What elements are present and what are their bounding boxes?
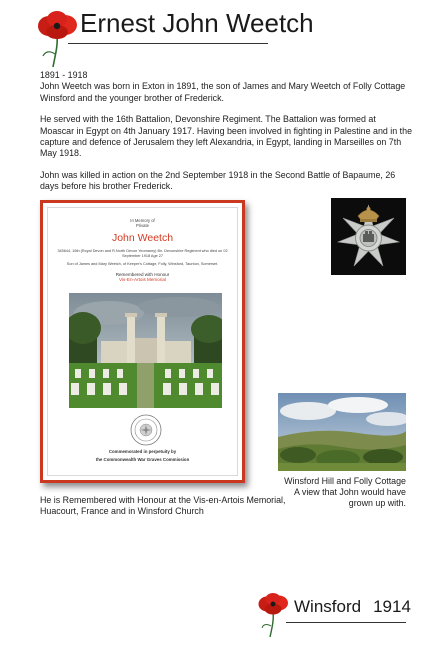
life-dates: 1891 - 1918	[40, 70, 88, 80]
biography-text	[40, 70, 412, 193]
certificate-footer-line2: the Commonwealth War Graves Commission	[95, 457, 190, 462]
title-underline	[68, 43, 268, 44]
certificate-footer	[48, 448, 237, 464]
cwgc-certificate	[40, 200, 245, 483]
memorial-photo	[69, 293, 222, 408]
landscape-caption-line2: A view that John would have grown up with.	[294, 487, 406, 508]
certificate-memorial: Vis-En-Artois Memorial	[119, 276, 166, 282]
footer-label	[294, 597, 411, 617]
footer-place: Winsford	[294, 597, 362, 616]
certificate-rank: Private	[135, 223, 150, 229]
footer-underline	[286, 622, 406, 623]
death-paragraph: John was killed in action on the 2nd September 1918 in the Second Battle of Bapaume, 26 days before his brother Frederick.	[40, 169, 396, 192]
service-paragraph: He served with the 16th Battalion, Devonshire Regiment. The Battalion was formed at Moascar in Egypt on 4th January 1917. Having been involved in fighting in Palestine and in the capture and defence of Jerusalem they left Alexandria, in Egypt, landing in Marseilles on 7th May 1918.	[40, 114, 413, 159]
certificate-remembered: Remembered with Honour	[115, 271, 170, 277]
footer-year: 1914	[373, 597, 411, 616]
cwgc-seal-icon	[130, 414, 162, 446]
landscape-caption-line1: Winsford Hill and Folly Cottage	[284, 476, 406, 486]
certificate-name: John Weetch	[111, 231, 174, 244]
certificate-service-line: 345644, 16th (Royal Devon and R.North Devon Yeomanry) Bn. Devonshire Regiment who died on 02 September 1918 Age 27	[57, 248, 228, 258]
poppy-icon	[256, 592, 290, 638]
poppy-icon	[35, 10, 79, 68]
regimental-badge	[331, 198, 406, 275]
certificate-family-line: Son of James and Mary Weetch, of Keeper's Cottage, Folly, Winsford, Taunton, Somerset.	[66, 261, 219, 266]
certificate-footer-line1: Commemorated in perpetuity by	[108, 449, 177, 454]
memorial-caption: He is Remembered with Honour at the Vis-en-Artois Memorial, Huacourt, France and in Winsford Church	[40, 495, 286, 517]
certificate-in-memory: In Memory of	[130, 218, 155, 223]
winsford-hill-photo	[278, 393, 406, 471]
birth-paragraph: John Weetch was born in Exton in 1891, the son of James and Mary Weetch of Folly Cottage Winsford and the younger brother of Frederick.	[40, 81, 406, 103]
page-title: Ernest John Weetch	[80, 8, 314, 38]
landscape-caption	[278, 476, 406, 509]
